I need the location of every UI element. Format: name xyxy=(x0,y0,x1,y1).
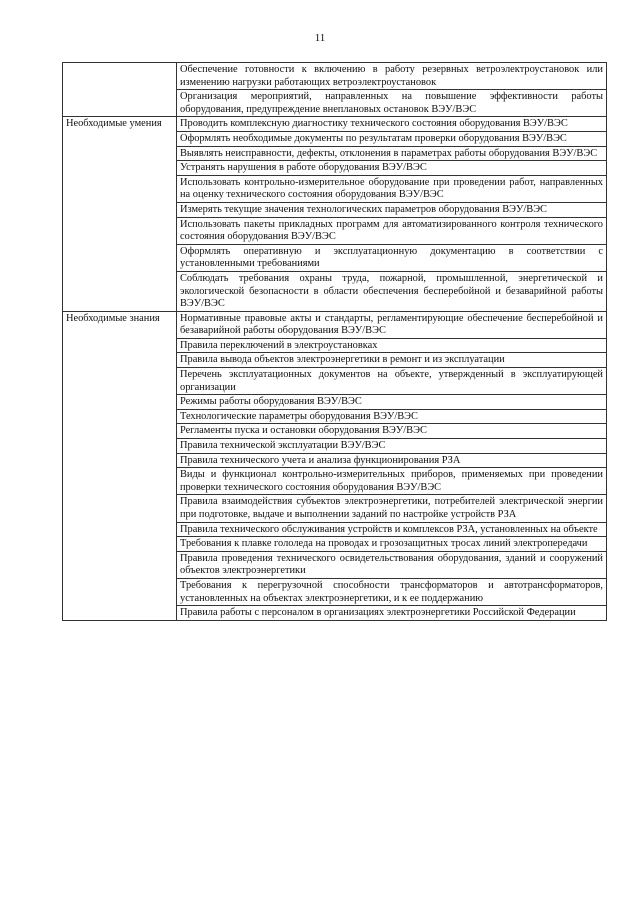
requirement-item: Технологические параметры оборудования ВЭУ/ВЭС xyxy=(177,409,607,424)
table-row xyxy=(63,117,607,132)
requirement-item: Требования к плавке гололеда на проводах и грозозащитных тросах линий электропередачи xyxy=(177,537,607,552)
requirement-item: Организация мероприятий, направленных на повышение эффективности работы оборудования, предупреждение внеплановых остановок ВЭУ/ВЭС xyxy=(177,90,607,117)
requirement-item: Режимы работы оборудования ВЭУ/ВЭС xyxy=(177,395,607,410)
requirement-item: Правила переключений в электроустановках xyxy=(177,338,607,353)
requirement-item: Правила технического обслуживания устройств и комплексов РЗА, установленных на объекте xyxy=(177,522,607,537)
requirement-item: Соблюдать требования охраны труда, пожарной, промышленной, энергетической и экологической безопасности в области обеспечения бесперебойной и безаварийной работы ВЭУ/ВЭС xyxy=(177,271,607,311)
requirement-item: Правила работы с персоналом в организациях электроэнергетики Российской Федерации xyxy=(177,606,607,621)
section-heading: Необходимые знания xyxy=(63,311,177,620)
table-row xyxy=(63,63,607,90)
requirement-item: Оформлять оперативную и эксплуатационную документацию в соответствии с установленными требованиями xyxy=(177,244,607,271)
requirement-item: Нормативные правовые акты и стандарты, регламентирующие обеспечение бесперебойной и безаварийной работы оборудования ВЭУ/ВЭС xyxy=(177,311,607,338)
requirement-item: Использовать пакеты прикладных программ для автоматизированного контроля технического состояния оборудования ВЭУ/ВЭС xyxy=(177,217,607,244)
requirement-item: Использовать контрольно-измерительное оборудование при проведении работ, направленных на оценку технического состояния оборудования ВЭУ/ВЭС xyxy=(177,175,607,202)
requirement-item: Правила технического учета и анализа функционирования РЗА xyxy=(177,453,607,468)
requirement-item: Измерять текущие значения технологических параметров оборудования ВЭУ/ВЭС xyxy=(177,202,607,217)
requirement-item: Перечень эксплуатационных документов на объекте, утвержденный в эксплуатирующей организации xyxy=(177,368,607,395)
requirement-item: Правила проведения технического освидетельствования оборудования, зданий и сооружений объектов электроэнергетики xyxy=(177,551,607,578)
requirement-item: Устранять нарушения в работе оборудования ВЭУ/ВЭС xyxy=(177,161,607,176)
section-heading: Необходимые умения xyxy=(63,117,177,311)
requirement-item: Обеспечение готовности к включению в работу резервных ветроэлектроустановок или изменению нагрузки работающих ветроэлектроустановок xyxy=(177,63,607,90)
competency-table xyxy=(62,62,607,621)
requirement-item: Выявлять неисправности, дефекты, отклонения в параметрах работы оборудования ВЭУ/ВЭС xyxy=(177,146,607,161)
requirement-item: Оформлять необходимые документы по результатам проверки оборудования ВЭУ/ВЭС xyxy=(177,131,607,146)
requirement-item: Правила взаимодействия субъектов электроэнергетики, потребителей электрической энергии при подготовке, выдаче и выполнении заданий по настройке устройств РЗА xyxy=(177,495,607,522)
requirement-item: Виды и функционал контрольно-измерительных приборов, применяемых при проведении проверки технического состояния оборудования ВЭУ/ВЭС xyxy=(177,468,607,495)
page-number: 11 xyxy=(314,32,326,44)
requirement-item: Правила вывода объектов электроэнергетики в ремонт и из эксплуатации xyxy=(177,353,607,368)
requirement-item: Регламенты пуска и остановки оборудования ВЭУ/ВЭС xyxy=(177,424,607,439)
requirement-item: Проводить комплексную диагностику технического состояния оборудования ВЭУ/ВЭС xyxy=(177,117,607,132)
requirement-item: Правила технической эксплуатации ВЭУ/ВЭС xyxy=(177,439,607,454)
requirement-item: Требования к перегрузочной способности трансформаторов и автотрансформаторов, установленных на объектах электроэнергетики, и к ее поддержанию xyxy=(177,578,607,605)
table-row xyxy=(63,311,607,338)
competency-table-body xyxy=(63,63,607,621)
section-heading xyxy=(63,63,177,117)
